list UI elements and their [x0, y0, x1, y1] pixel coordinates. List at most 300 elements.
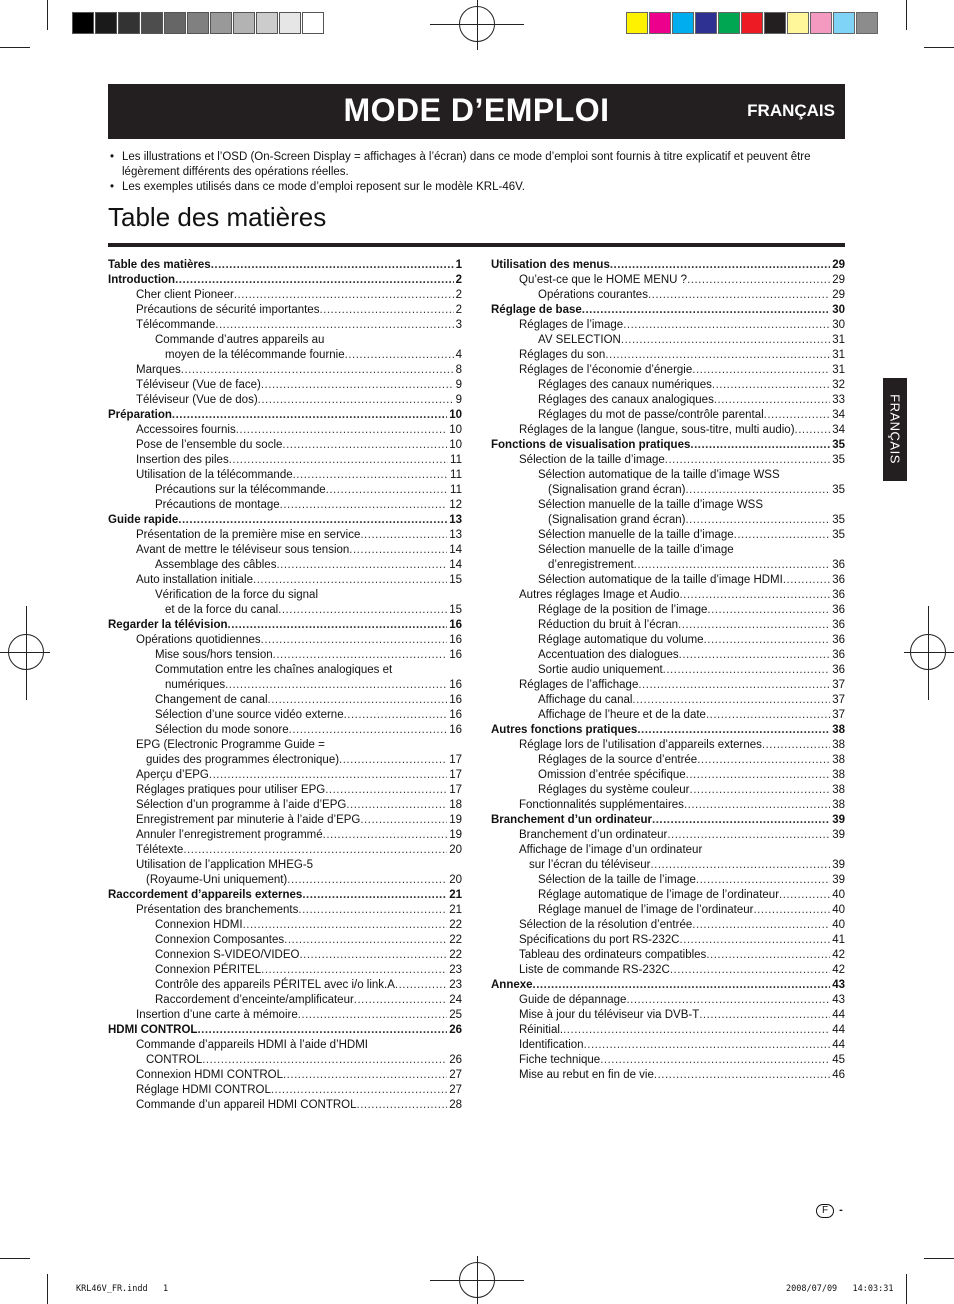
toc-entry-page: 36	[832, 604, 845, 616]
toc-entry[interactable]	[491, 1053, 845, 1068]
toc-entry-page: 11	[450, 469, 462, 481]
crop-mark	[924, 1258, 954, 1259]
toc-entry[interactable]	[491, 723, 845, 738]
toc-entry-label: guides des programmes électronique)	[146, 754, 340, 766]
toc-entry[interactable]	[108, 423, 462, 438]
toc-leader-dots	[648, 288, 830, 303]
toc-entry[interactable]	[108, 948, 462, 963]
toc-entry-label: d’enregistrement	[548, 559, 634, 571]
toc-entry[interactable]	[108, 513, 462, 528]
toc-leader-dots	[696, 873, 830, 888]
toc-entry-label: Sélection du mode sonore	[155, 724, 289, 736]
toc-entry-page: 2	[455, 274, 462, 286]
toc-entry-label: Sélection manuelle de la taille d’image	[538, 529, 734, 541]
toc-entry[interactable]	[108, 453, 462, 468]
toc-leader-dots	[600, 1053, 830, 1068]
toc-entry-page: 19	[449, 829, 462, 841]
toc-leader-dots	[779, 888, 830, 903]
toc-entry[interactable]	[108, 648, 462, 663]
toc-entry[interactable]	[108, 408, 462, 423]
grayscale-swatch	[164, 12, 186, 34]
toc-entry[interactable]	[108, 273, 462, 288]
toc-entry[interactable]	[491, 888, 845, 903]
toc-leader-dots	[690, 438, 830, 453]
toc-entry-label: Réglages de l’affichage	[519, 679, 639, 691]
toc-entry-label: Utilisation des menus	[491, 259, 610, 271]
toc-entry[interactable]	[491, 783, 845, 798]
toc-entry-label: Sortie audio uniquement	[538, 664, 663, 676]
toc-entry[interactable]	[491, 303, 845, 318]
toc-entry-label: Précautions sur la télécommande	[155, 484, 326, 496]
toc-entry-label: HDMI CONTROL	[108, 1024, 198, 1036]
toc-leader-dots	[345, 348, 454, 363]
toc-entry-label: Réglage de base	[491, 304, 582, 316]
toc-entry[interactable]	[108, 393, 462, 408]
toc-leader-dots	[685, 513, 830, 528]
toc-entry[interactable]	[108, 1083, 462, 1098]
toc-entry[interactable]	[108, 258, 462, 273]
toc-entry-page: 16	[449, 679, 462, 691]
toc-entry-page: 41	[832, 934, 845, 946]
toc-entry-page: 24	[449, 994, 462, 1006]
toc-entry[interactable]	[491, 318, 845, 333]
grayscale-swatch	[187, 12, 209, 34]
toc-entry-label: Annuler l’enregistrement programmé	[136, 829, 323, 841]
toc-entry-label: Connexion Composantes	[155, 934, 285, 946]
toc-entry[interactable]	[491, 273, 845, 288]
toc-leader-dots	[178, 513, 447, 528]
toc-entry-label: Fonctionnalités supplémentaires	[519, 799, 684, 811]
toc-entry-page: 28	[449, 1099, 462, 1111]
toc-entry[interactable]	[108, 633, 462, 648]
toc-entry-label: Affichage de l’image d’un ordinateur	[519, 844, 703, 856]
toc-entry[interactable]	[491, 948, 845, 963]
toc-entry-page: 10	[449, 439, 462, 451]
toc-entry[interactable]	[108, 993, 462, 1008]
toc-leader-dots	[734, 528, 831, 543]
toc-entry[interactable]	[108, 903, 462, 918]
toc-entry-page: 3	[455, 319, 462, 331]
toc-entry[interactable]	[108, 768, 462, 783]
toc-entry[interactable]	[491, 513, 845, 528]
toc-leader-dots	[582, 303, 830, 318]
toc-leader-dots	[679, 588, 830, 603]
toc-entry[interactable]	[108, 1008, 462, 1023]
toc-entry-label: Réglage de la position de l’image	[538, 604, 708, 616]
toc-entry-page: 22	[449, 949, 462, 961]
toc-entry[interactable]	[108, 303, 462, 318]
toc-leader-dots	[229, 453, 448, 468]
toc-entry[interactable]	[108, 318, 462, 333]
toc-entry-page: 2	[455, 289, 462, 301]
color-swatch	[718, 12, 740, 34]
toc-entry-label: Auto installation initiale	[136, 574, 253, 586]
toc-entry-page: 11	[450, 454, 462, 466]
toc-entry[interactable]	[108, 348, 462, 363]
toc-entry-page: 21	[449, 904, 462, 916]
toc-entry[interactable]	[491, 483, 845, 498]
toc-entry-page: 13	[449, 514, 462, 526]
toc-entry[interactable]	[108, 693, 462, 708]
toc-entry[interactable]	[108, 858, 462, 873]
toc-entry-page: 16	[449, 694, 462, 706]
toc-entry[interactable]	[491, 333, 845, 348]
toc-entry-label: Aperçu d’EPG	[136, 769, 209, 781]
toc-entry-label: CONTROL	[146, 1054, 203, 1066]
toc-entry-label: Sélection d’une source vidéo externe	[155, 709, 344, 721]
toc-leader-dots	[584, 1038, 831, 1053]
page-title: MODE D’EMPLOI	[343, 92, 610, 128]
toc-entry-page: 31	[832, 364, 845, 376]
toc-entry[interactable]	[108, 783, 462, 798]
toc-entry[interactable]	[491, 348, 845, 363]
toc-entry-page: 12	[449, 499, 462, 511]
toc-entry[interactable]	[491, 993, 845, 1008]
toc-entry-page: 44	[832, 1024, 845, 1036]
footer-file-name: KRL46V_FR.indd 1	[76, 1284, 169, 1294]
toc-entry-page: 27	[449, 1069, 462, 1081]
toc-leader-dots	[678, 618, 830, 633]
toc-entry[interactable]	[491, 258, 845, 273]
toc-entry[interactable]	[108, 483, 462, 498]
toc-entry[interactable]	[491, 933, 845, 948]
toc-entry[interactable]	[108, 678, 462, 693]
toc-leader-dots	[271, 1083, 447, 1098]
toc-entry[interactable]	[491, 423, 845, 438]
toc-entry[interactable]	[108, 813, 462, 828]
color-swatch	[856, 12, 878, 34]
toc-leader-dots	[339, 753, 447, 768]
toc-entry[interactable]	[491, 1068, 845, 1083]
toc-entry[interactable]	[491, 753, 845, 768]
toc-entry-label: Présentation de la première mise en service	[136, 529, 361, 541]
toc-entry[interactable]	[491, 978, 845, 993]
toc-leader-dots	[665, 453, 830, 468]
toc-entry-label: Réglages du son	[519, 349, 606, 361]
toc-leader-dots	[706, 708, 830, 723]
toc-entry-page: 38	[832, 799, 845, 811]
toc-entry-label: Réglages du système couleur	[538, 784, 690, 796]
toc-leader-dots	[299, 948, 447, 963]
toc-leader-dots	[667, 828, 830, 843]
toc-entry-label: Changement de canal	[155, 694, 268, 706]
toc-entry-label: Réglages pratiques pour utiliser EPG	[136, 784, 326, 796]
toc-entry[interactable]	[108, 363, 462, 378]
toc-entry[interactable]	[491, 453, 845, 468]
toc-entry-label: Téléviseur (Vue de dos)	[136, 394, 258, 406]
toc-entry-label: Réglages de la source d’entrée	[538, 754, 698, 766]
crop-mark	[906, 1274, 907, 1304]
toc-leader-dots	[632, 693, 830, 708]
toc-entry[interactable]	[108, 378, 462, 393]
grayscale-swatch	[302, 12, 324, 34]
toc-entry-label: Mise sous/hors tension	[155, 649, 273, 661]
toc-entry-label: Commande d’un appareil HDMI CONTROL	[136, 1099, 357, 1111]
toc-leader-dots	[280, 498, 448, 513]
toc-leader-dots	[699, 1008, 830, 1023]
toc-entry[interactable]	[108, 978, 462, 993]
toc-entry-page: 17	[449, 754, 462, 766]
toc-entry-label: Sélection de la résolution d’entrée	[519, 919, 693, 931]
toc-leader-dots	[687, 273, 830, 288]
toc-entry[interactable]	[108, 1053, 462, 1068]
toc-entry-label: Connexion PÉRITEL	[155, 964, 262, 976]
color-swatch	[833, 12, 855, 34]
toc-entry[interactable]	[491, 693, 845, 708]
toc-entry-label: numériques	[165, 679, 226, 691]
toc-entry[interactable]	[491, 678, 845, 693]
toc-entry-page: 31	[832, 334, 845, 346]
toc-entry[interactable]	[491, 558, 845, 573]
toc-entry[interactable]	[108, 873, 462, 888]
toc-entry-label: Branchement d’un ordinateur	[491, 814, 653, 826]
toc-entry[interactable]	[491, 873, 845, 888]
toc-entry-page: 14	[449, 544, 462, 556]
toc-entry-page: 29	[832, 289, 845, 301]
crop-mark	[0, 1258, 30, 1259]
toc-entry[interactable]	[491, 363, 845, 378]
toc-entry-page: 14	[449, 559, 462, 571]
toc-entry[interactable]	[491, 813, 845, 828]
toc-entry-label: Précautions de sécurité importantes	[136, 304, 320, 316]
toc-entry-page: 37	[832, 679, 845, 691]
toc-leader-dots	[395, 978, 447, 993]
toc-leader-dots	[175, 273, 454, 288]
toc-entry[interactable]	[108, 438, 462, 453]
toc-entry[interactable]	[108, 603, 462, 618]
toc-leader-dots	[209, 768, 447, 783]
toc-entry-page: 16	[449, 649, 462, 661]
toc-entry[interactable]	[108, 618, 462, 633]
toc-entry[interactable]	[108, 528, 462, 543]
toc-entry-page: 18	[449, 799, 462, 811]
toc-entry[interactable]	[108, 738, 462, 753]
toc-entry-label: Affichage de l’heure et de la date	[538, 709, 706, 721]
toc-entry-label: Accessoires fournis	[136, 424, 236, 436]
toc-entry[interactable]	[108, 918, 462, 933]
toc-entry[interactable]	[108, 1098, 462, 1113]
toc-entry[interactable]	[491, 843, 845, 858]
toc-entry-page: 36	[832, 634, 845, 646]
toc-entry[interactable]	[491, 408, 845, 423]
toc-entry[interactable]	[108, 588, 462, 603]
toc-entry-page: 4	[455, 349, 462, 361]
toc-entry-page: 33	[832, 394, 845, 406]
toc-entry-label: Utilisation de l’application MHEG-5	[136, 859, 314, 871]
toc-leader-dots	[764, 408, 831, 423]
toc-leader-dots	[679, 933, 830, 948]
toc-leader-dots	[258, 393, 454, 408]
toc-entry[interactable]	[491, 528, 845, 543]
toc-entry[interactable]	[108, 573, 462, 588]
toc-entry[interactable]	[491, 648, 845, 663]
toc-entry[interactable]	[108, 888, 462, 903]
toc-entry[interactable]	[108, 1023, 462, 1038]
toc-entry-label: Réglages du mot de passe/contrôle parental	[538, 409, 764, 421]
toc-entry-label: Réglage automatique du volume	[538, 634, 704, 646]
note-text: Les illustrations et l’OSD (On-Screen Display = affichages à l’écran) dans ce mode d’emploi sont fournis à titre explicatif et peuvent être légèrement différents des opérations réelles.	[122, 151, 811, 178]
toc-entry[interactable]	[491, 588, 845, 603]
toc-entry[interactable]	[491, 858, 845, 873]
toc-entry-label: AV SELECTION	[538, 334, 621, 346]
toc-leader-dots	[289, 723, 448, 738]
toc-leader-dots	[202, 1053, 447, 1068]
toc-entry-page: 29	[832, 259, 845, 271]
toc-entry[interactable]	[108, 933, 462, 948]
toc-leader-dots	[663, 663, 831, 678]
note-item: • Les illustrations et l’OSD (On-Screen Display = affichages à l’écran) dans ce mode d’emploi sont fournis à titre explicatif et peuvent être légèrement différents des opérations réelles.	[110, 151, 811, 178]
toc-entry[interactable]	[491, 378, 845, 393]
toc-entry[interactable]	[108, 828, 462, 843]
toc-entry[interactable]	[108, 498, 462, 513]
toc-entry[interactable]	[108, 1068, 462, 1083]
toc-entry-page: 20	[449, 844, 462, 856]
toc-entry[interactable]	[491, 498, 845, 513]
toc-entry[interactable]	[491, 288, 845, 303]
toc-entry[interactable]	[491, 468, 845, 483]
toc-leader-dots	[319, 303, 453, 318]
toc-entry-label: Télétexte	[136, 844, 184, 856]
notes-list	[108, 150, 845, 195]
toc-entry-page: 17	[449, 769, 462, 781]
grayscale-swatch	[233, 12, 255, 34]
toc-entry-page: 21	[449, 889, 462, 901]
toc-entry[interactable]	[491, 618, 845, 633]
toc-leader-dots	[228, 618, 448, 633]
toc-entry[interactable]	[491, 918, 845, 933]
toc-entry[interactable]	[491, 573, 845, 588]
toc-entry-page: 34	[832, 409, 845, 421]
toc-entry[interactable]	[491, 1023, 845, 1038]
toc-entry[interactable]	[108, 963, 462, 978]
toc-entry-label: Sélection manuelle de la taille d’image WSS	[538, 499, 764, 511]
toc-entry[interactable]	[491, 798, 845, 813]
toc-entry[interactable]	[491, 768, 845, 783]
toc-column-right	[491, 258, 845, 1083]
toc-entry[interactable]	[108, 558, 462, 573]
toc-entry[interactable]	[491, 393, 845, 408]
toc-entry[interactable]	[491, 543, 845, 558]
toc-leader-dots	[197, 1023, 447, 1038]
toc-leader-dots	[298, 903, 447, 918]
toc-entry[interactable]	[108, 753, 462, 768]
toc-entry[interactable]	[491, 1008, 845, 1023]
side-tab-label: FRANÇAIS	[887, 394, 903, 464]
toc-leader-dots	[692, 363, 830, 378]
toc-entry[interactable]	[491, 903, 845, 918]
toc-entry-page: 35	[832, 514, 845, 526]
toc-entry-page: 42	[832, 964, 845, 976]
toc-entry[interactable]	[108, 333, 462, 348]
toc-leader-dots	[670, 963, 830, 978]
toc-entry-page: 23	[449, 979, 462, 991]
toc-entry-page: 13	[449, 529, 462, 541]
toc-entry[interactable]	[491, 708, 845, 723]
toc-entry[interactable]	[491, 438, 845, 453]
toc-entry-label: Présentation des branchements	[136, 904, 299, 916]
toc-entry-label: Sélection manuelle de la taille d’image	[538, 544, 734, 556]
toc-entry[interactable]	[108, 1038, 462, 1053]
toc-entry-label: (Royaume-Uni uniquement)	[146, 874, 288, 886]
color-swatch	[810, 12, 832, 34]
toc-leader-dots	[563, 1023, 830, 1038]
toc-entry-label: Sélection de la taille de l’image	[538, 874, 696, 886]
color-swatch	[787, 12, 809, 34]
toc-leader-dots	[172, 408, 447, 423]
toc-entry[interactable]	[108, 798, 462, 813]
color-swatch	[764, 12, 786, 34]
toc-entry-label: Mise au rebut en fin de vie	[519, 1069, 654, 1081]
toc-entry[interactable]	[108, 468, 462, 483]
toc-entry-page: 38	[832, 724, 845, 736]
toc-leader-dots	[243, 918, 448, 933]
toc-entry-page: 23	[449, 964, 462, 976]
toc-entry-label: Télécommande	[136, 319, 216, 331]
toc-entry[interactable]	[491, 1038, 845, 1053]
toc-leader-dots	[181, 363, 454, 378]
toc-entry-label: Commande d’autres appareils au	[155, 334, 325, 346]
toc-entry[interactable]	[108, 288, 462, 303]
toc-entry-page: 36	[832, 574, 845, 586]
toc-entry[interactable]	[491, 603, 845, 618]
toc-entry[interactable]	[491, 963, 845, 978]
toc-entry[interactable]	[491, 633, 845, 648]
toc-leader-dots	[610, 258, 830, 273]
toc-leader-dots	[282, 438, 447, 453]
crop-mark	[47, 0, 48, 30]
toc-entry[interactable]	[108, 663, 462, 678]
toc-entry-page: 39	[832, 859, 845, 871]
toc-leader-dots	[349, 543, 447, 558]
toc-leader-dots	[692, 918, 830, 933]
color-swatch	[649, 12, 671, 34]
crop-mark	[906, 0, 907, 30]
toc-entry-page: 1	[455, 259, 462, 271]
toc-entry[interactable]	[108, 708, 462, 723]
toc-entry-label: Guide de dépannage	[519, 994, 627, 1006]
toc-leader-dots	[326, 483, 448, 498]
toc-entry[interactable]	[108, 723, 462, 738]
toc-entry-page: 31	[832, 349, 845, 361]
toc-entry-page: 43	[832, 994, 845, 1006]
toc-entry-label: Branchement d’un ordinateur	[519, 829, 668, 841]
toc-entry-label: Fonctions de visualisation pratiques	[491, 439, 691, 451]
toc-entry-page: 30	[832, 304, 845, 316]
toc-entry-label: Sélection de la taille d’image	[519, 454, 665, 466]
toc-entry-page: 34	[832, 424, 845, 436]
toc-entry-label: Réglages de l’économie d’énergie	[519, 364, 693, 376]
toc-entry-label: Regarder la télévision	[108, 619, 228, 631]
toc-entry-label: Connexion HDMI CONTROL	[136, 1069, 283, 1081]
page-suffix: -	[839, 1204, 843, 1216]
crop-mark	[47, 1274, 48, 1304]
toc-entry[interactable]	[108, 843, 462, 858]
toc-entry[interactable]	[491, 828, 845, 843]
toc-entry-page: 36	[832, 559, 845, 571]
toc-entry-page: 38	[832, 769, 845, 781]
toc-entry-page: 22	[449, 919, 462, 931]
toc-entry-page: 38	[832, 784, 845, 796]
toc-leader-dots	[284, 933, 447, 948]
toc-entry[interactable]	[491, 663, 845, 678]
toc-leader-dots	[707, 603, 830, 618]
toc-entry[interactable]	[108, 543, 462, 558]
toc-entry[interactable]	[491, 738, 845, 753]
color-swatch	[741, 12, 763, 34]
toc-entry-page: 8	[455, 364, 462, 376]
toc-entry-page: 16	[449, 634, 462, 646]
toc-entry-label: Raccordement d’appareils externes	[108, 889, 303, 901]
